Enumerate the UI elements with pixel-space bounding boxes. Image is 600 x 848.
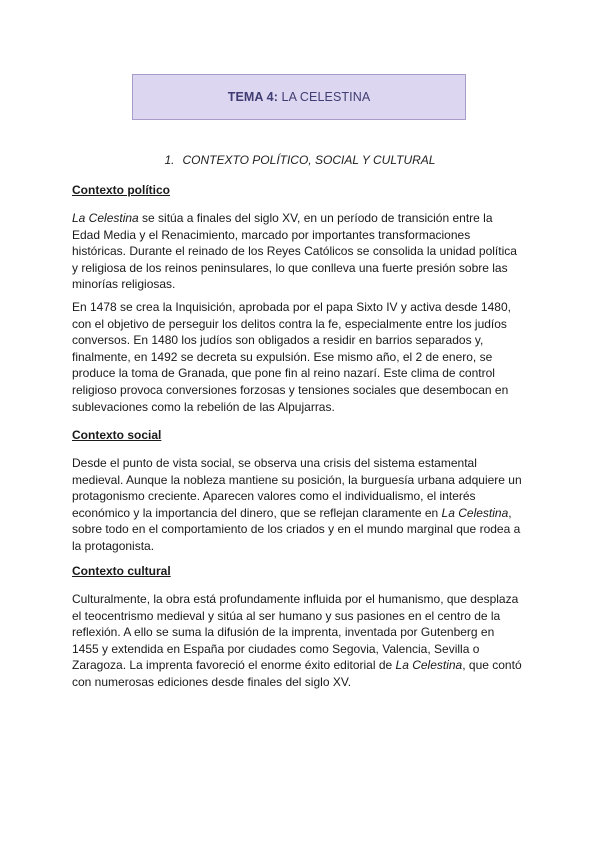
text-fragment: ,	[508, 505, 512, 520]
cultural-heading-block	[72, 563, 532, 580]
text-line: protagonismo creciente. Aparecen valores como el individualismo, el interés	[72, 489, 476, 504]
work-title-italic: La Celestina	[441, 505, 509, 520]
political-heading: Contexto político	[72, 183, 170, 197]
text-line: En 1478 se crea la Inquisición, aprobada por el papa Sixto IV y activa desde 1480,	[72, 300, 511, 314]
text-line: sublevaciones como la rebelión de las Alpujarras.	[72, 399, 335, 414]
cultural-heading: Contexto cultural	[72, 564, 171, 578]
title-bold: TEMA 4:	[227, 90, 278, 104]
section-label: CONTEXTO POLÍTICO, SOCIAL Y CULTURAL	[182, 153, 436, 167]
political-paragraph-1	[72, 210, 532, 293]
political-paragraph-2	[72, 299, 532, 415]
text-line: minorías religiosas.	[72, 277, 176, 292]
text-line: históricas. Durante el reinado de los Reyes Católicos se consolida la unidad política	[72, 244, 517, 259]
text-line: produce la toma de Granada, que pone fin al reino nazarí. Este clima de control	[72, 366, 495, 381]
text-fragment: , que contó	[462, 658, 522, 673]
title-rest: LA CELESTINA	[277, 90, 371, 104]
text-line: conversos. En 1480 los judíos son obligados a residir en barrios separados y,	[72, 333, 484, 348]
text-line: medieval. Aunque la nobleza mantiene su posición, la burguesía urbana adquiere un	[72, 472, 522, 487]
text-line: reflexión. A ello se suma la difusión de la imprenta, inventada por Gutenberg en	[72, 625, 495, 640]
text-line	[72, 210, 532, 227]
text-line: Edad Media y el Renacimiento, marcado por importantes transformaciones	[72, 227, 471, 242]
text-line: 1455 y extendida en España por ciudades como Segovia, Valencia, Sevilla o	[72, 641, 480, 656]
text-line: y religiosa de los reinos peninsulares, lo que conlleva una fuerte presión sobre las	[72, 260, 508, 275]
work-title-italic: La Celestina	[72, 211, 139, 225]
text-line: el teocentrismo medieval y sitúa al ser humano y sus pasiones en el centro de la	[72, 608, 501, 623]
text-line	[72, 505, 532, 522]
social-heading-block	[72, 427, 532, 444]
text-fragment: económico y la importancia del dinero, que se reflejan claramente en	[72, 505, 442, 520]
text-fragment: Zaragoza. La imprenta favoreció el enorme éxito editorial de	[72, 658, 396, 673]
title-banner	[132, 74, 466, 120]
text-line: Desde el punto de vista social, se observa una crisis del sistema estamental	[72, 456, 477, 470]
text-line: con el objetivo de perseguir los delitos contra la fe, especialmente entre los judíos	[72, 316, 507, 331]
text-line: Culturalmente, la obra está profundamente influida por el humanismo, que desplaza	[72, 592, 519, 606]
text-line: la protagonista.	[72, 538, 155, 553]
social-heading: Contexto social	[72, 428, 162, 442]
text-line: con numerosas ediciones desde finales del siglo XV.	[72, 674, 352, 689]
section-number: 1.	[164, 153, 175, 167]
text-line	[72, 657, 532, 674]
political-heading-block	[72, 182, 532, 199]
text-line: religioso provoca conversiones forzosas y tensiones sociales que desembocan en	[72, 382, 509, 397]
cultural-paragraph	[72, 591, 532, 691]
text-fragment: se sitúa a finales del siglo XV, en un período de transición entre la	[138, 211, 493, 225]
text-line: sobre todo en el comportamiento de los criados y en el mundo marginal que rodea a	[72, 522, 521, 537]
work-title-italic: La Celestina	[395, 658, 463, 673]
text-line: finalmente, en 1492 se decreta su expulsión. Ese mismo año, el 2 de enero, se	[72, 349, 493, 364]
section-heading	[0, 153, 600, 167]
social-paragraph	[72, 455, 532, 555]
